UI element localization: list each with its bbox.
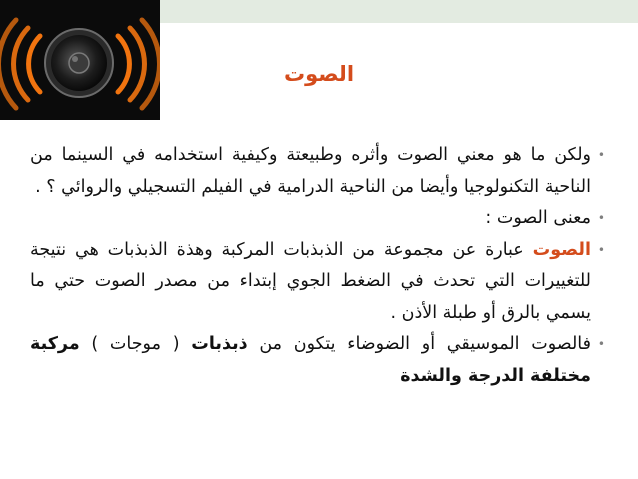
- bullet-text: ( موجات ): [79, 334, 192, 354]
- bold-word: ذبذبات: [191, 334, 248, 354]
- bullet-text: عبارة عن مجموعة من الذبذبات المركبة وهذة الذبذبات هي نتيجة للتغييرات التي تحدث في الضغط الجوي إبتداء من مصدر الصوت حتي ما يسمي بالرق أو طبلة الأذن .: [30, 239, 591, 323]
- top-band: [160, 0, 638, 23]
- bullet-dot: •: [597, 242, 605, 257]
- bullet-text: ولكن ما هو معني الصوت وأثره وطبيعتة وكيفية استخدامه في السينما من الناحية التكنولوجيا وأيضا من الناحية الدرامية في الفيلم التسجيلي والروائي ؟ .: [30, 145, 591, 197]
- bullet-text: معنى الصوت :: [485, 208, 591, 228]
- bullet-item: [30, 235, 605, 330]
- speaker-icon: [0, 0, 160, 120]
- bullet-item: [30, 140, 605, 203]
- slide-body: [30, 140, 605, 392]
- highlight-word: الصوت: [532, 239, 591, 260]
- bullet-dot: •: [597, 337, 605, 351]
- bold-phrase: مركبة مختلفة الدرجة والشدة: [30, 334, 591, 386]
- slide-title: [0, 62, 638, 86]
- bullet-dot: •: [597, 148, 605, 162]
- slide-title-text: الصوت: [283, 62, 355, 86]
- bullet-dot: •: [597, 211, 605, 225]
- bullet-item: [30, 203, 605, 235]
- speaker-image: [0, 0, 160, 120]
- bullet-text: فالصوت الموسيقي أو الضوضاء يتكون من: [247, 334, 591, 354]
- bullet-item: [30, 329, 605, 392]
